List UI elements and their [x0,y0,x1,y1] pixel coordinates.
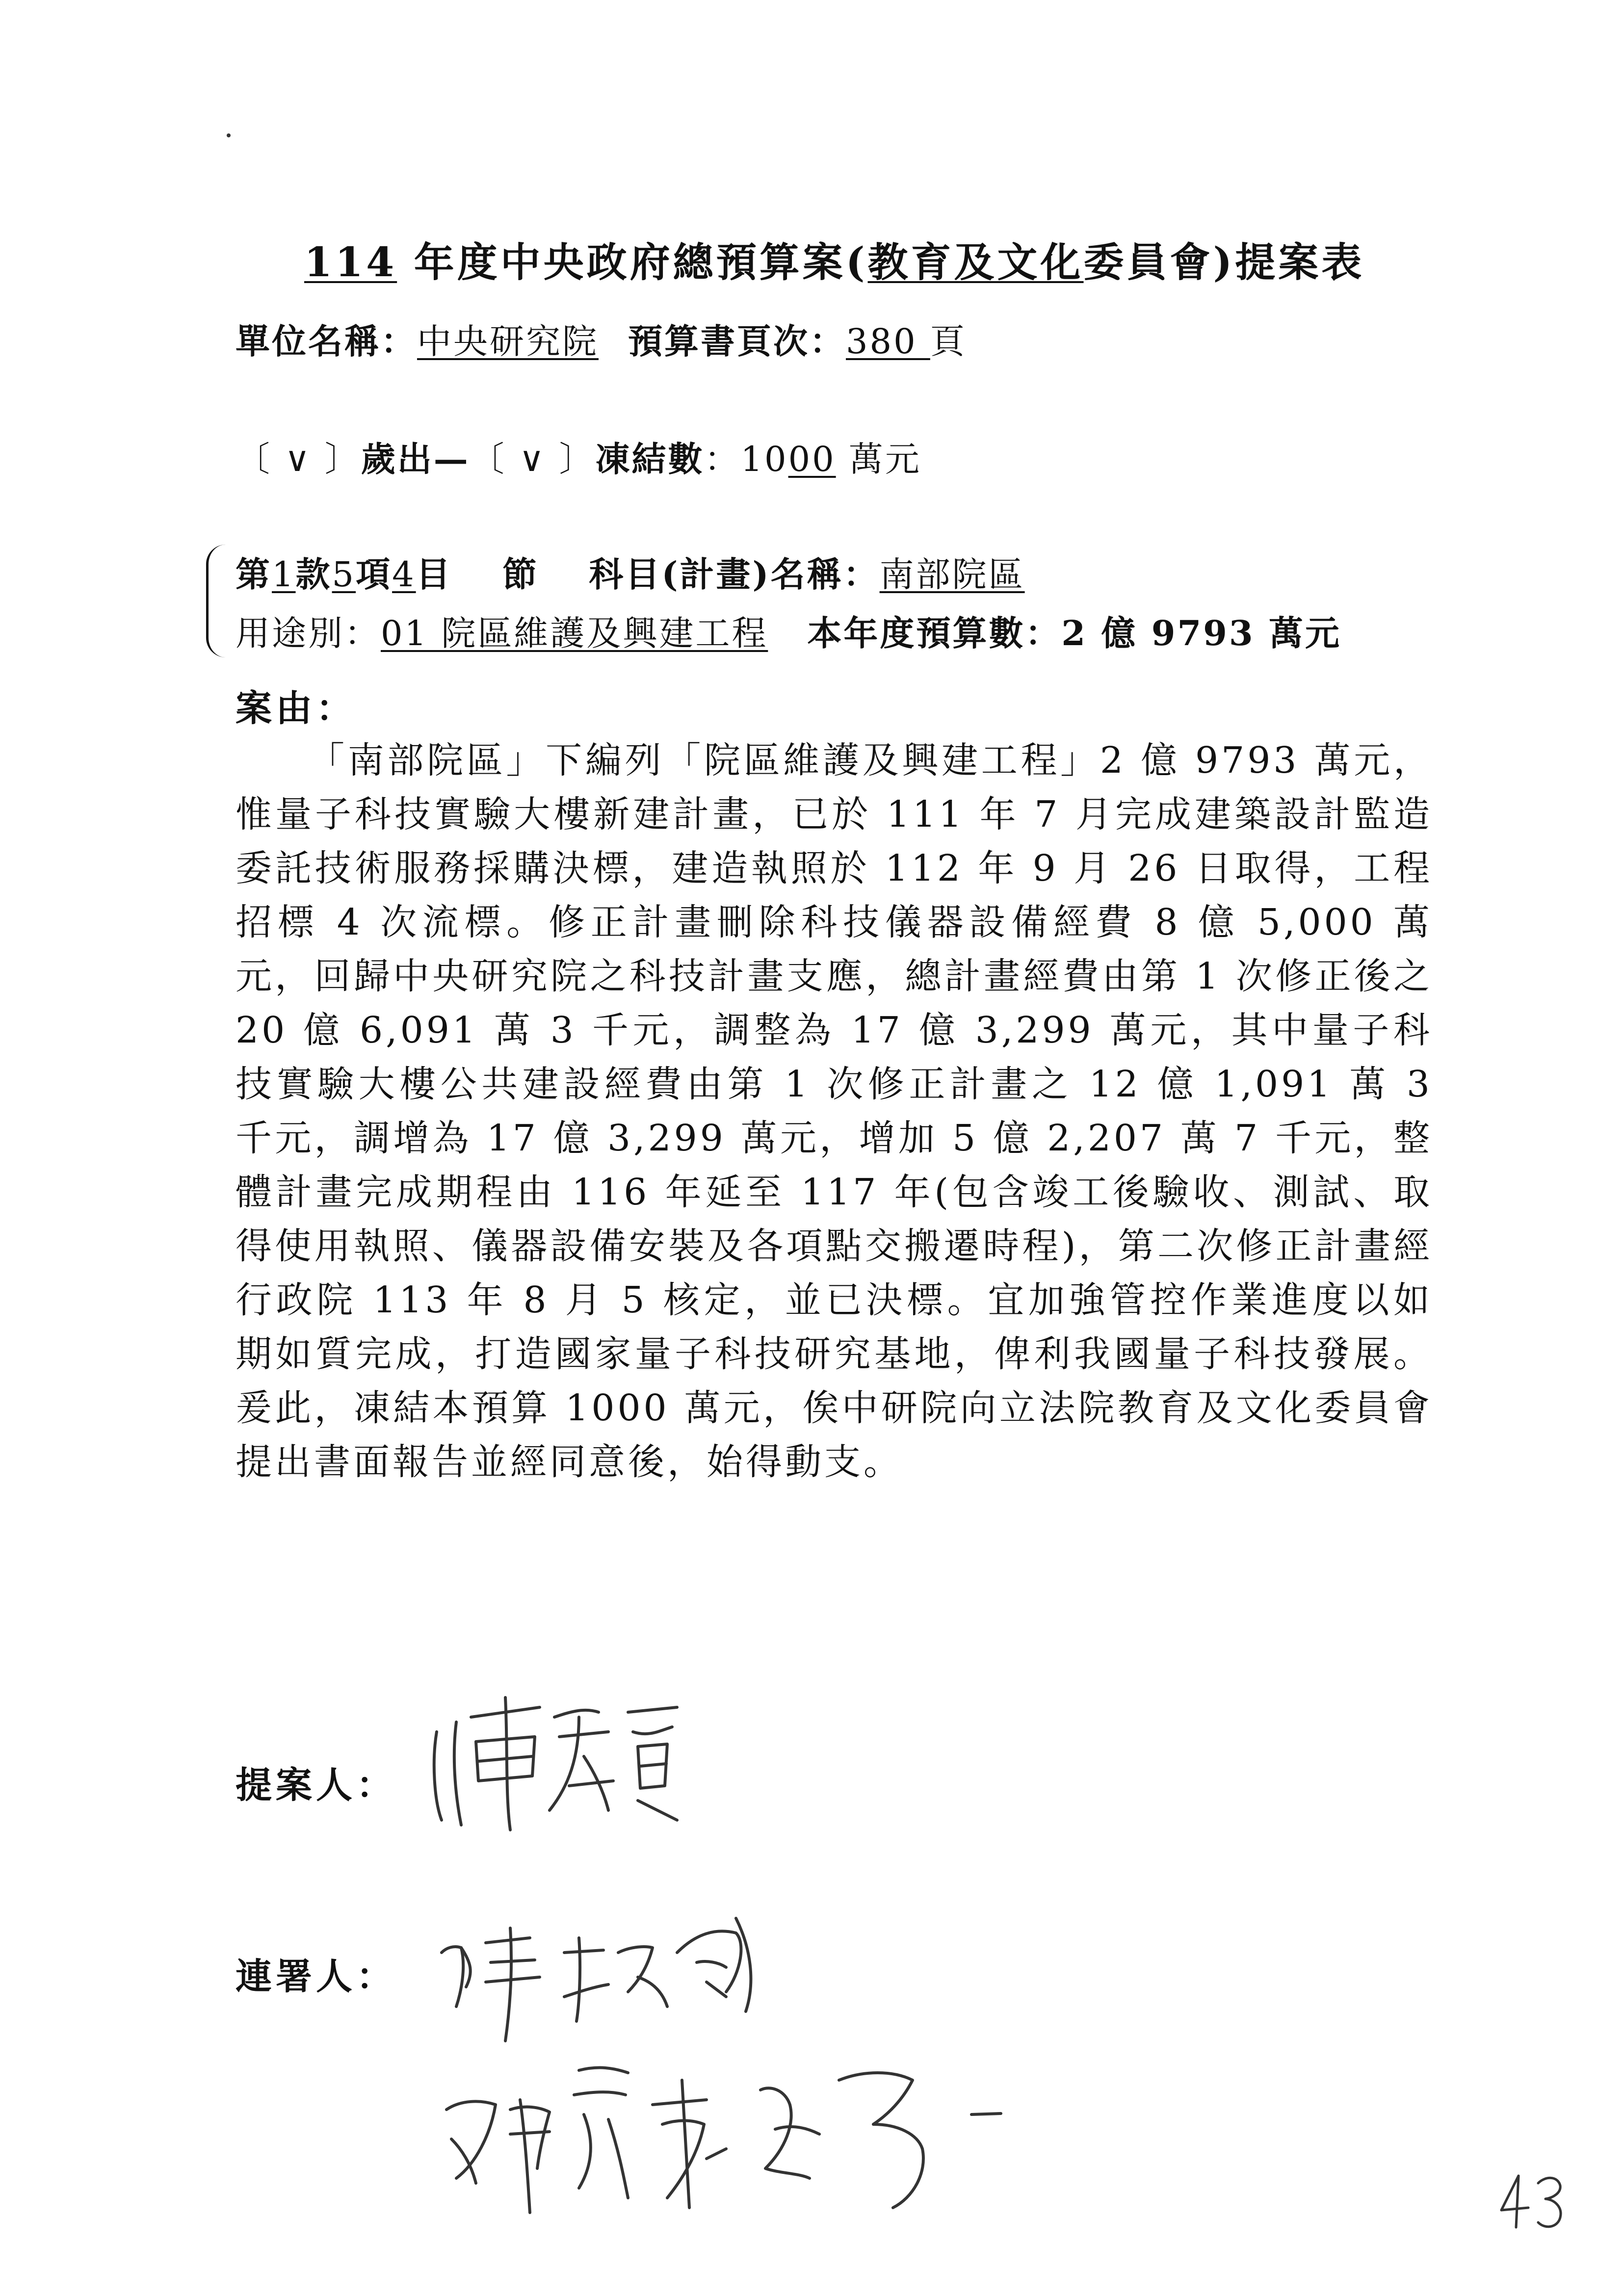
unit-line [236,314,967,364]
page-number-handwritten [1496,2168,1570,2237]
freeze-checkbox: 〔 ∨ 〕 [470,439,596,479]
title-post: 委員會)提案表 [1083,239,1365,286]
freeze-label: 凍結數 [595,439,705,479]
budget-value: 2 億 9793 萬元 [1061,613,1341,653]
kuan-label: 第 [236,554,272,595]
freeze-colon: ： [704,439,741,479]
budget-label: 本年度預算數： [807,613,1062,653]
title-pre: 年度中央政府總預算案( [397,239,868,286]
freeze-unit: 萬元 [836,439,921,479]
use-label: 用途別： [236,613,381,653]
expense-label: 歲出— [361,439,470,479]
freeze-amount-pre: 10 [740,439,788,479]
unit-name-label: 單位名稱： [236,321,417,362]
proposer-signature [422,1688,697,1835]
cosigner-signature-1 [432,1899,785,2046]
kuan-value: 1 [272,554,296,595]
item-line [236,547,1025,597]
unit-name-value: 中央研究院 [417,321,599,362]
page-ref-label: 預算書頁次： [628,321,846,362]
document-title [304,231,1384,288]
expense-checkbox: 〔 ∨ 〕 [236,439,361,479]
item-brace [206,545,228,657]
proposer-label: 提案人： [236,1764,396,1806]
title-committee: 教育及文化 [867,239,1084,286]
freeze-line [236,432,921,481]
reason-label: 案由： [236,687,356,730]
jie-label: 目 節 科目(計畫)名稱： [416,554,880,595]
mu-value: 4 [392,554,416,595]
cosigner-signature-2 [432,2051,1011,2227]
page-ref-value: 380 [846,321,930,362]
xiang-value: 5 [332,554,356,595]
freeze-amount-under: 00 [788,439,836,479]
reason-text: 「南部院區」下編列「院區維護及興建工程」2 億 9793 萬元，惟量子科技實驗大樓新建計畫，已於 111 年 7 月完成建築設計監造委託技術服務採購決標，建造執照於 112 年 9 月 26 日取得，工程招標 4 次流標。修正計畫刪除科技儀器設備經費 8 億 5,000 萬元，回歸中央研究院之科技計畫支應，總計畫經費由第 1 次修正後之 20 億 6,091 萬 3 千元，調整為 17 億 3,299 萬元，其中量子科技實驗大樓公共建設經費由第 1 次修正計畫之 12 億 1,091 萬 3 千元，調增為 17 億 3,299 萬元，增加 5 億 2,207 萬 7 千元，整體計畫完成期程由 116 年延至 117 年(包含竣工後驗收、測試、取得使用執照、儀器設備安裝及各項點交搬遷時程)，第二次修正計畫經行政院 113 年 8 月 5 核定，並已決標。宜加強管控作業進度以如期如質完成，打造國家量子科技研究基地，俾利我國量子科技發展。爰此，凍結本預算 1000 萬元，俟中研院向立法院教育及文化委員會提出書面報告並經同意後，始得動支。 [236,739,1433,1483]
scan-speck [227,133,231,137]
title-year: 114 [304,239,397,286]
page-ref-unit: 頁 [930,321,967,362]
cosigners-label: 連署人： [236,1956,396,1998]
mu-label: 項 [356,554,393,595]
item-name: 南部院區 [879,554,1025,595]
xiang-label: 款 [295,554,332,595]
use-value: 01 院區維護及興建工程 [381,613,768,653]
use-line [236,606,1341,655]
